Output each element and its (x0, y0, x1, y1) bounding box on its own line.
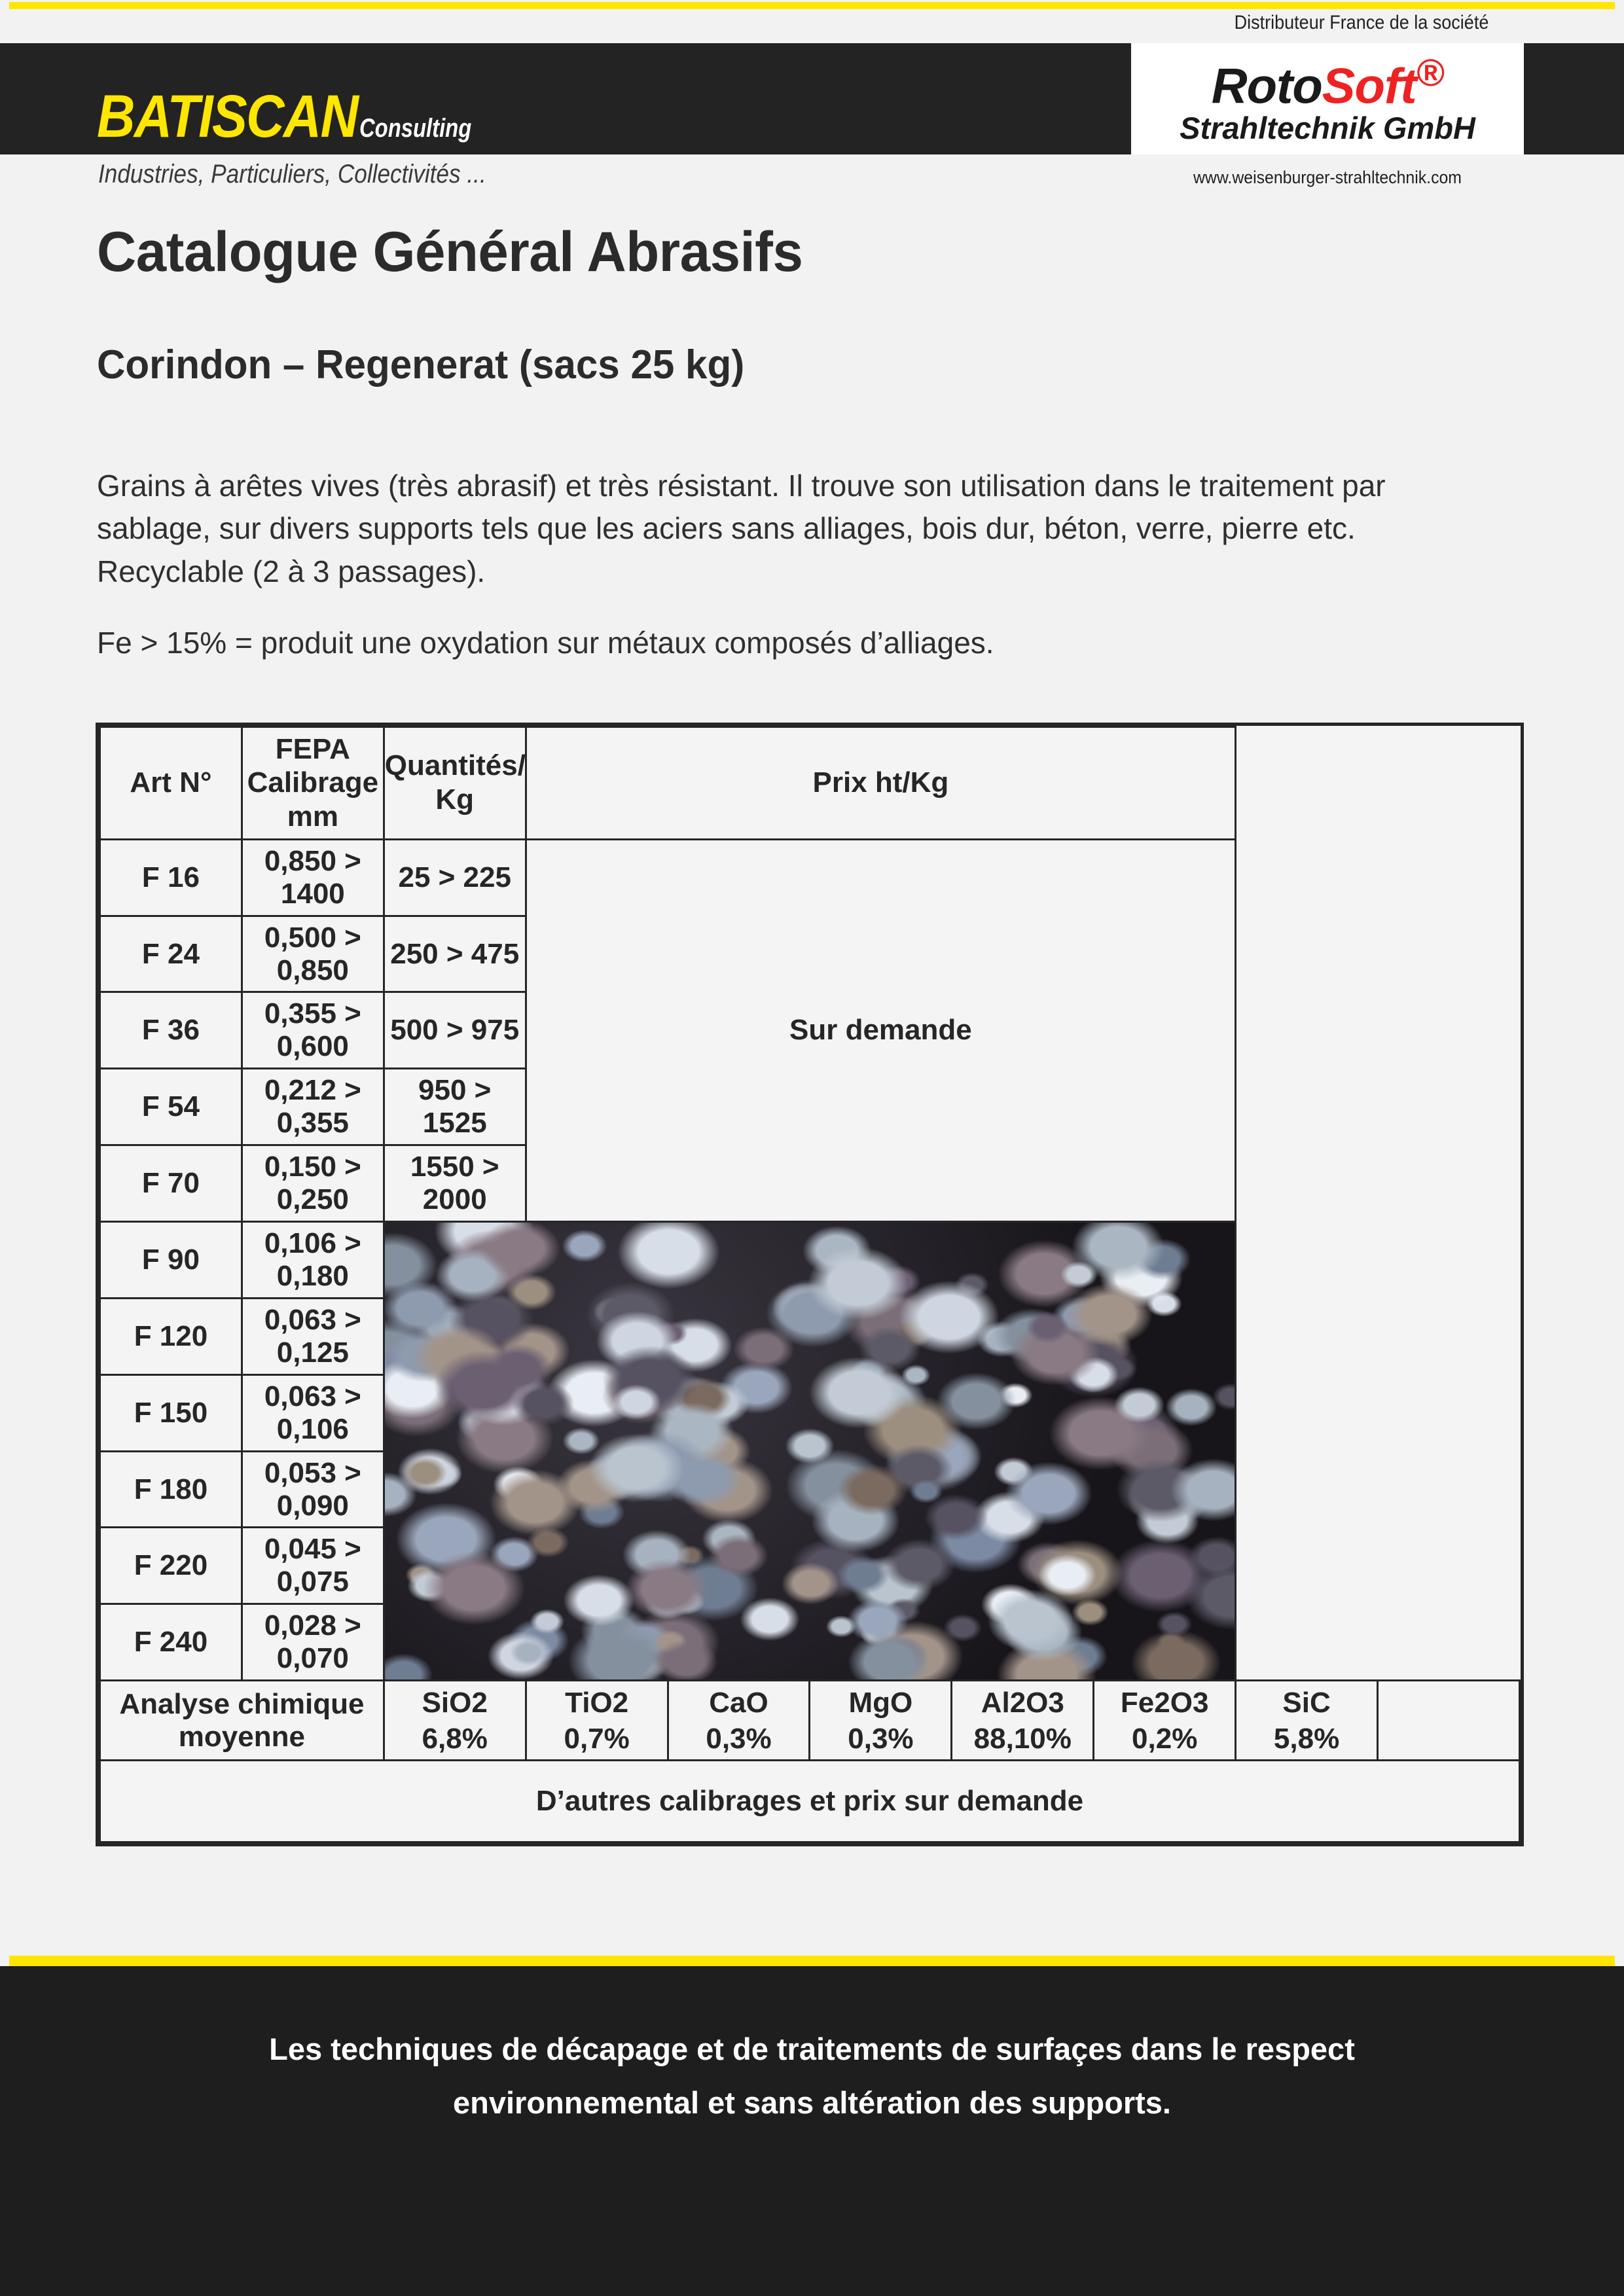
cell-art-3: F 54 (100, 1069, 242, 1145)
cell-art-0: F 16 (100, 839, 242, 916)
analysis-symbol-5: Fe2O3 (1120, 1686, 1209, 1719)
bottom-accent-rule (9, 1956, 1615, 1966)
analysis-value-0: 6,8% (422, 1722, 488, 1755)
batiscan-logo (97, 54, 686, 150)
product-table (99, 726, 1521, 1843)
rotosoft-company-suffix: Strahltechnik GmbH (1180, 111, 1475, 146)
distributor-note: Distributeur France de la société (1234, 12, 1489, 33)
table-header-row (100, 727, 1520, 840)
other-calibrations-note: D’autres calibrages et prix sur demande (100, 1761, 1520, 1842)
rotosoft-soft-text: Soft (1322, 58, 1416, 115)
brand-name: BATISCAN (97, 83, 358, 150)
analysis-cell-empty (1378, 1681, 1520, 1761)
cell-quantite-4: 1550 > 2000 (384, 1145, 526, 1222)
cell-art-5: F 90 (100, 1222, 242, 1299)
brand-subtitle: Consulting (359, 114, 471, 143)
cell-quantite-0: 25 > 225 (384, 839, 526, 916)
cell-quantite-3: 950 > 1525 (384, 1069, 526, 1145)
product-subtitle: Corindon – Regenerat (sacs 25 kg) (97, 342, 745, 387)
analysis-symbol-3: MgO (848, 1686, 913, 1719)
cell-calibrage-9: 0,045 > 0,075 (242, 1528, 384, 1604)
column-header-calibrage-line2: Calibrage mm (247, 766, 379, 833)
column-header-quantites: Quantités/ Kg (384, 727, 526, 840)
cell-art-9: F 220 (100, 1528, 242, 1604)
analysis-cell-Al2O3 (952, 1681, 1094, 1761)
column-header-prix: Prix ht/Kg (526, 727, 1235, 840)
footer-slogan-line-1: Les techniques de décapage et de traitements de surfaçes dans le respect (269, 2032, 1355, 2066)
cell-calibrage-1: 0,500 > 0,850 (242, 916, 384, 992)
cell-art-1: F 24 (100, 916, 242, 992)
cell-quantite-1: 250 > 475 (384, 916, 526, 992)
cell-calibrage-10: 0,028 > 0,070 (242, 1604, 384, 1681)
rotosoft-wordmark (1211, 51, 1444, 115)
cell-art-8: F 180 (100, 1451, 242, 1528)
analysis-value-4: 88,10% (973, 1722, 1072, 1755)
top-accent-rule (9, 2, 1615, 9)
analysis-cell-Fe2O3 (1094, 1681, 1236, 1761)
rotosoft-logo (1131, 43, 1524, 154)
cell-calibrage-7: 0,063 > 0,106 (242, 1374, 384, 1451)
price-on-request-cell: Sur demande (526, 839, 1235, 1221)
analysis-cell-SiC (1236, 1681, 1378, 1761)
analysis-cell-CaO (668, 1681, 810, 1761)
analysis-value-3: 0,3% (848, 1722, 914, 1755)
analysis-symbol-4: Al2O3 (981, 1686, 1064, 1719)
registered-trademark-icon: ® (1416, 51, 1444, 94)
partner-website-url[interactable]: www.weisenburger-strahltechnik.com (1193, 168, 1462, 187)
analysis-value-1: 0,7% (564, 1722, 630, 1755)
analysis-value-2: 0,3% (706, 1722, 772, 1755)
cell-calibrage-5: 0,106 > 0,180 (242, 1222, 384, 1299)
rotosoft-roto-text: Roto (1211, 58, 1322, 115)
cell-calibrage-6: 0,063 > 0,125 (242, 1298, 384, 1374)
cell-calibrage-2: 0,355 > 0,600 (242, 992, 384, 1069)
analysis-cell-TiO2 (526, 1681, 668, 1761)
cell-calibrage-8: 0,053 > 0,090 (242, 1451, 384, 1528)
analysis-value-5: 0,2% (1132, 1722, 1198, 1755)
cell-art-7: F 150 (100, 1374, 242, 1451)
footer-band (0, 1966, 1624, 2296)
product-photo (384, 1222, 1235, 1681)
table-footer-row (100, 1761, 1520, 1842)
cell-art-2: F 36 (100, 992, 242, 1069)
cell-art-10: F 240 (100, 1604, 242, 1681)
analysis-value-6: 5,8% (1273, 1722, 1340, 1755)
product-note: Fe > 15% = produit une oxydation sur métaux composés d’alliages. (97, 626, 994, 660)
footer-slogan-line-2: environnemental et sans altération des supports. (453, 2085, 1171, 2121)
brand-tagline: Industries, Particuliers, Collectivités ... (98, 160, 486, 188)
cell-calibrage-3: 0,212 > 0,355 (242, 1069, 384, 1145)
analysis-symbol-0: SiO2 (422, 1686, 488, 1719)
product-table-container (96, 723, 1524, 1846)
cell-quantite-2: 500 > 975 (384, 992, 526, 1069)
cell-art-4: F 70 (100, 1145, 242, 1222)
analysis-cell-MgO (810, 1681, 952, 1761)
table-row (100, 839, 1520, 916)
cell-art-6: F 120 (100, 1298, 242, 1374)
cell-calibrage-0: 0,850 > 1400 (242, 839, 384, 916)
column-header-calibrage-line1: FEPA (275, 732, 350, 765)
analysis-symbol-2: CaO (709, 1686, 768, 1719)
product-description: Grains à arêtes vives (très abrasif) et très résistant. Il trouve son utilisation dans le traitement par sablage, sur divers supports tels que les aciers sans alliages, bois dur, béton, verre, pierre etc. Recyclable (2 à 3 passages). (97, 469, 1386, 588)
footer-slogan (0, 2022, 1624, 2130)
chemical-analysis-row (100, 1681, 1520, 1761)
page-title: Catalogue Général Abrasifs (97, 221, 803, 283)
analysis-symbol-1: TiO2 (565, 1686, 629, 1719)
analysis-cell-SiO2 (384, 1681, 526, 1761)
cell-calibrage-4: 0,150 > 0,250 (242, 1145, 384, 1222)
column-header-art: Art N° (100, 727, 242, 840)
table-row (100, 1222, 1520, 1299)
analysis-label: Analyse chimique moyenne (100, 1681, 384, 1761)
analysis-symbol-6: SiC (1282, 1686, 1331, 1719)
column-header-calibrage (242, 727, 384, 840)
